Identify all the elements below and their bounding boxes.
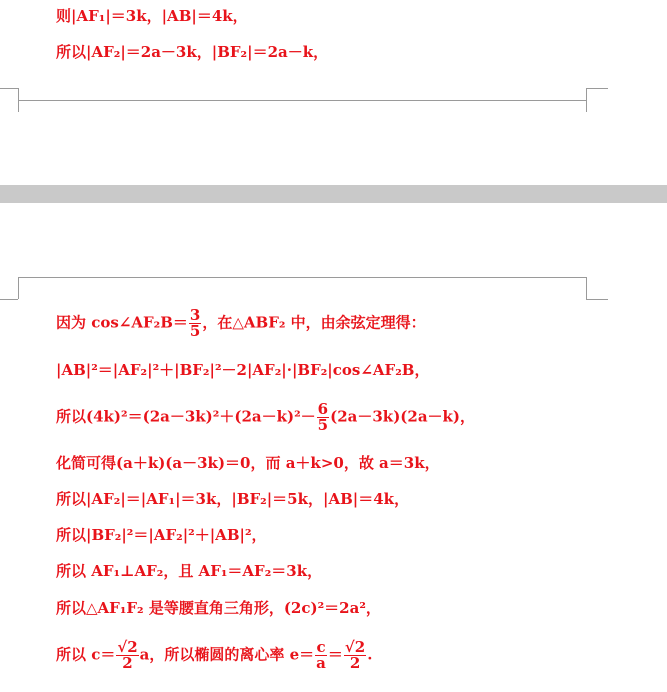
fraction-denominator: 5 [317,416,329,434]
text-line [56,308,426,339]
fraction-numerator: √2 [344,638,366,656]
text-line [56,402,475,433]
text-line: 所以|AF₂|＝2a－3k，|BF₂|＝2a－k， [56,43,329,61]
fraction-numerator: c [316,638,326,656]
margin-corner-mark [18,277,19,299]
text-line: 所以△AF₁F₂ 是等腰直角三角形，(2c)²＝2a²， [56,599,381,617]
fraction [189,308,201,339]
text-segment: (2a－3k)(2a－k)， [330,407,476,426]
text-line: 化简可得(a＋k)(a－3k)＝0，而 a＋k>0，故 a＝3k， [56,454,440,472]
page-margin-line [18,100,586,101]
fraction [344,640,366,671]
text-line [56,640,372,671]
margin-corner-mark [586,88,608,89]
fraction-numerator: 3 [189,306,201,324]
text-line: 所以|AF₂|＝|AF₁|＝3k，|BF₂|＝5k，|AB|＝4k， [56,490,410,508]
fraction [317,402,329,433]
text-segment: 因为 cos∠AF₂B＝ [56,313,188,332]
margin-corner-mark [0,299,18,300]
fraction-denominator: a [316,654,326,672]
fraction-denominator: 2 [349,654,361,672]
text-line: 所以|BF₂|²＝|AF₂|²＋|AB|²， [56,526,267,544]
margin-corner-mark [586,299,608,300]
page-gap [0,185,667,203]
text-line: 则|AF₁|＝3k，|AB|＝4k， [56,7,248,25]
margin-corner-mark [586,277,587,299]
fraction [116,640,138,671]
fraction-denominator: 2 [122,654,133,672]
fraction-denominator: 5 [189,322,201,340]
top-page [0,0,667,185]
margin-corner-mark [586,88,587,112]
page-margin-line [18,277,586,278]
text-segment: ，在△ABF₂ 中，由余弦定理得： [202,313,426,332]
margin-corner-mark [0,88,18,89]
margin-corner-mark [18,88,19,112]
text-segment: a，所以椭圆的离心率 e＝ [139,645,315,664]
text-line: |AB|²＝|AF₂|²＋|BF₂|²－2|AF₂|·|BF₂|cos∠AF₂B， [56,361,430,379]
text-segment: ＝ [327,645,343,664]
text-line: 所以 AF₁⊥AF₂，且 AF₁＝AF₂＝3k， [56,562,323,580]
text-segment: 所以(4k)²＝(2a－3k)²＋(2a－k)²－ [56,407,316,426]
fraction-numerator: 6 [317,400,329,418]
fraction [315,640,327,671]
fraction-numerator: √2 [117,638,138,656]
text-segment: . [367,645,373,664]
bottom-page [0,203,667,692]
text-segment: 所以 c＝ [56,645,116,664]
